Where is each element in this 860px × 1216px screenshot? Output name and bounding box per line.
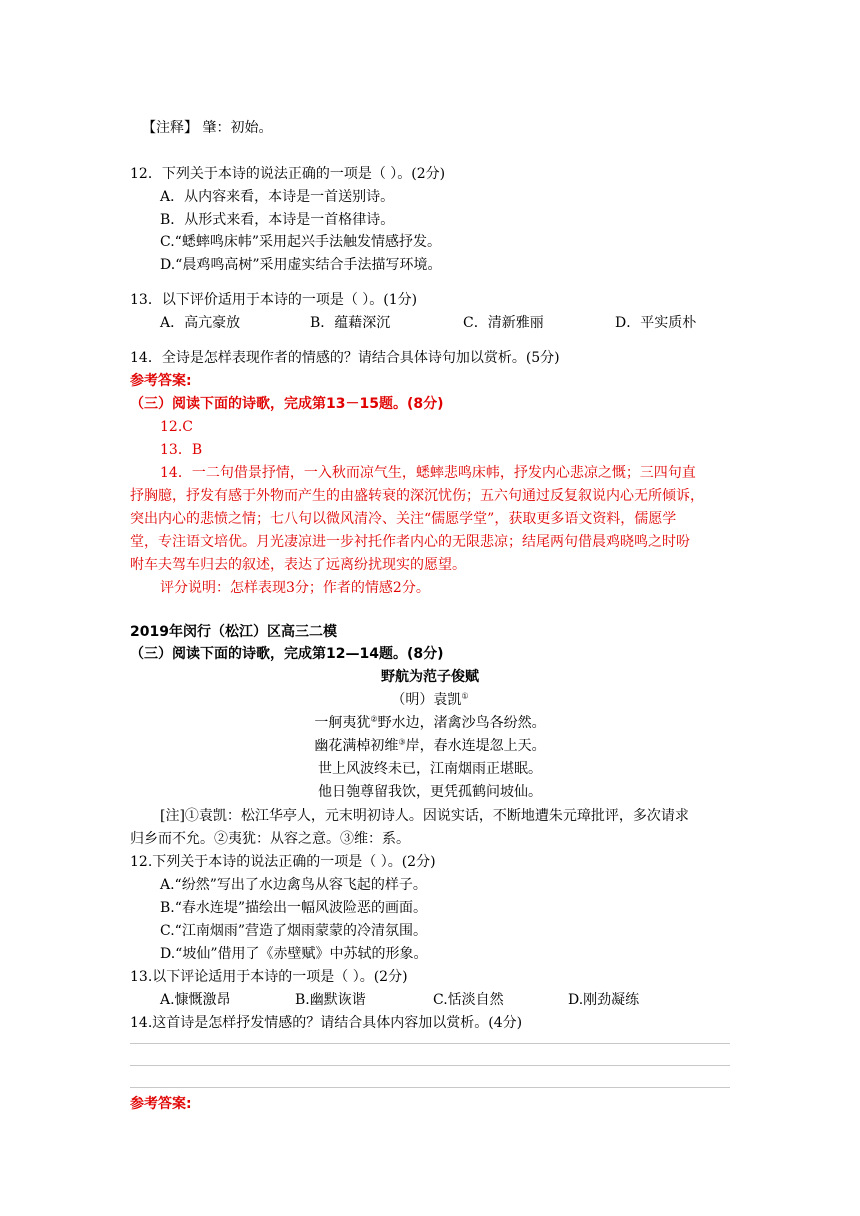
answer-label: 参考答案: xyxy=(130,373,192,389)
poem-note: 归乡而不允。②夷犹：从容之意。③维：系。 xyxy=(130,831,410,847)
exam-header: 2019年闵行（松江）区高三二模 xyxy=(130,624,337,640)
option-a: A．从内容来看，本诗是一首送别诗。 xyxy=(160,189,395,205)
answer-line xyxy=(130,1043,730,1044)
question-13: 13．以下评价适用于本诗的一项是（ ）。(1分) xyxy=(130,292,418,308)
author-name: （明）袁凯 xyxy=(391,692,462,708)
note-mark: ② xyxy=(370,714,378,724)
option-d: D.刚劲凝练 xyxy=(568,992,640,1008)
option-b: B．从形式来看，本诗是一首格律诗。 xyxy=(160,212,395,228)
question-14: 14．全诗是怎样表现作者的情感的？请结合具体诗句加以赏析。(5分) xyxy=(130,350,560,366)
option-d: D．平实质朴 xyxy=(615,315,697,331)
option-c: C.“蟋蟀鸣床帏”采用起兴手法触发情感抒发。 xyxy=(160,234,441,250)
poem-line: 幽花满棹初维③岸，春水连堤忽上天。 xyxy=(314,737,546,754)
question-13: 13.以下评论适用于本诗的一项是（ ）。(2分) xyxy=(130,969,408,985)
option-a: A．高亢豪放 xyxy=(160,315,241,331)
poem-line: 他日匏尊留我饮，更凭孤鹤问坡仙。 xyxy=(318,784,542,800)
poem-author xyxy=(0,690,860,710)
answer-line xyxy=(130,1087,730,1088)
question-12: 12．下列关于本诗的说法正确的一项是（ ）。(2分) xyxy=(130,166,446,182)
note-mark: ③ xyxy=(398,737,406,747)
poem-note: [注]①袁凯：松江华亭人，元末明初诗人。因说实话，不断地遭朱元璋批评，多次请求 xyxy=(160,808,689,824)
answer-label: 参考答案: xyxy=(130,1096,192,1112)
answer-14-line: 抒胸臆，抒发有感于外物而产生的由盛转衰的深沉忧伤；五六句通过反复叙说内心无所倾诉， xyxy=(130,488,704,504)
answer-13: 13．B xyxy=(160,442,203,458)
option-c: C.“江南烟雨”营造了烟雨蒙蒙的冷清氛围。 xyxy=(160,923,427,939)
answer-section-heading: （三）阅读下面的诗歌，完成第13－15题。(8分) xyxy=(130,396,444,412)
answer-12: 12.C xyxy=(160,419,193,435)
answer-14-line: 堂，专注语文培优。月光凄凉进一步衬托作者内心的无限悲凉；结尾两句借晨鸡晓鸣之时吩 xyxy=(130,534,690,550)
question-12: 12.下列关于本诗的说法正确的一项是（ ）。(2分) xyxy=(130,854,436,870)
scoring-note: 评分说明：怎样表现3分；作者的情感2分。 xyxy=(160,580,430,596)
answer-14-line: 突出内心的悲愤之情；七八句以微风清冷、关注“儒愿学堂”，获取更多语文资料，儒愿学 xyxy=(130,511,677,527)
answer-14-line: 咐车夫驾车归去的叙述，表达了远离纷扰现实的愿望。 xyxy=(130,557,466,573)
annotation-note: 【注释】 肇：初始。 xyxy=(142,120,273,136)
option-a: A.“纷然”写出了水边禽鸟从容飞起的样子。 xyxy=(160,877,427,893)
option-b: B.幽默诙谐 xyxy=(295,992,366,1008)
poem-line: 世上风波终未已，江南烟雨正堪眠。 xyxy=(318,761,542,777)
option-d: D.“晨鸡鸣高树”采用虚实结合手法描写环境。 xyxy=(160,257,442,273)
poem-line: 一舸夷犹②野水边，渚禽沙鸟各纷然。 xyxy=(314,714,546,731)
option-a: A.慷慨激昂 xyxy=(160,992,231,1008)
option-d: D.“坡仙”借用了《赤壁赋》中苏轼的形象。 xyxy=(160,946,428,962)
section-heading: （三）阅读下面的诗歌，完成第12—14题。(8分) xyxy=(130,646,444,662)
option-c: C.恬淡自然 xyxy=(433,992,504,1008)
option-b: B.“春水连堤”描绘出一幅风波险恶的画面。 xyxy=(160,900,428,916)
option-b: B．蕴藉深沉 xyxy=(310,315,391,331)
option-c: C．清新雅丽 xyxy=(463,315,544,331)
question-14: 14.这首诗是怎样抒发情感的？请结合具体内容加以赏析。(4分) xyxy=(130,1015,523,1031)
poem-title: 野航为范子俊赋 xyxy=(381,669,479,685)
note-mark: ① xyxy=(461,691,469,701)
answer-line xyxy=(130,1065,730,1066)
answer-14-line: 14．一二句借景抒情，一入秋而凉气生，蟋蟀悲鸣床帏，抒发内心悲凉之慨；三四句直 xyxy=(160,465,696,481)
